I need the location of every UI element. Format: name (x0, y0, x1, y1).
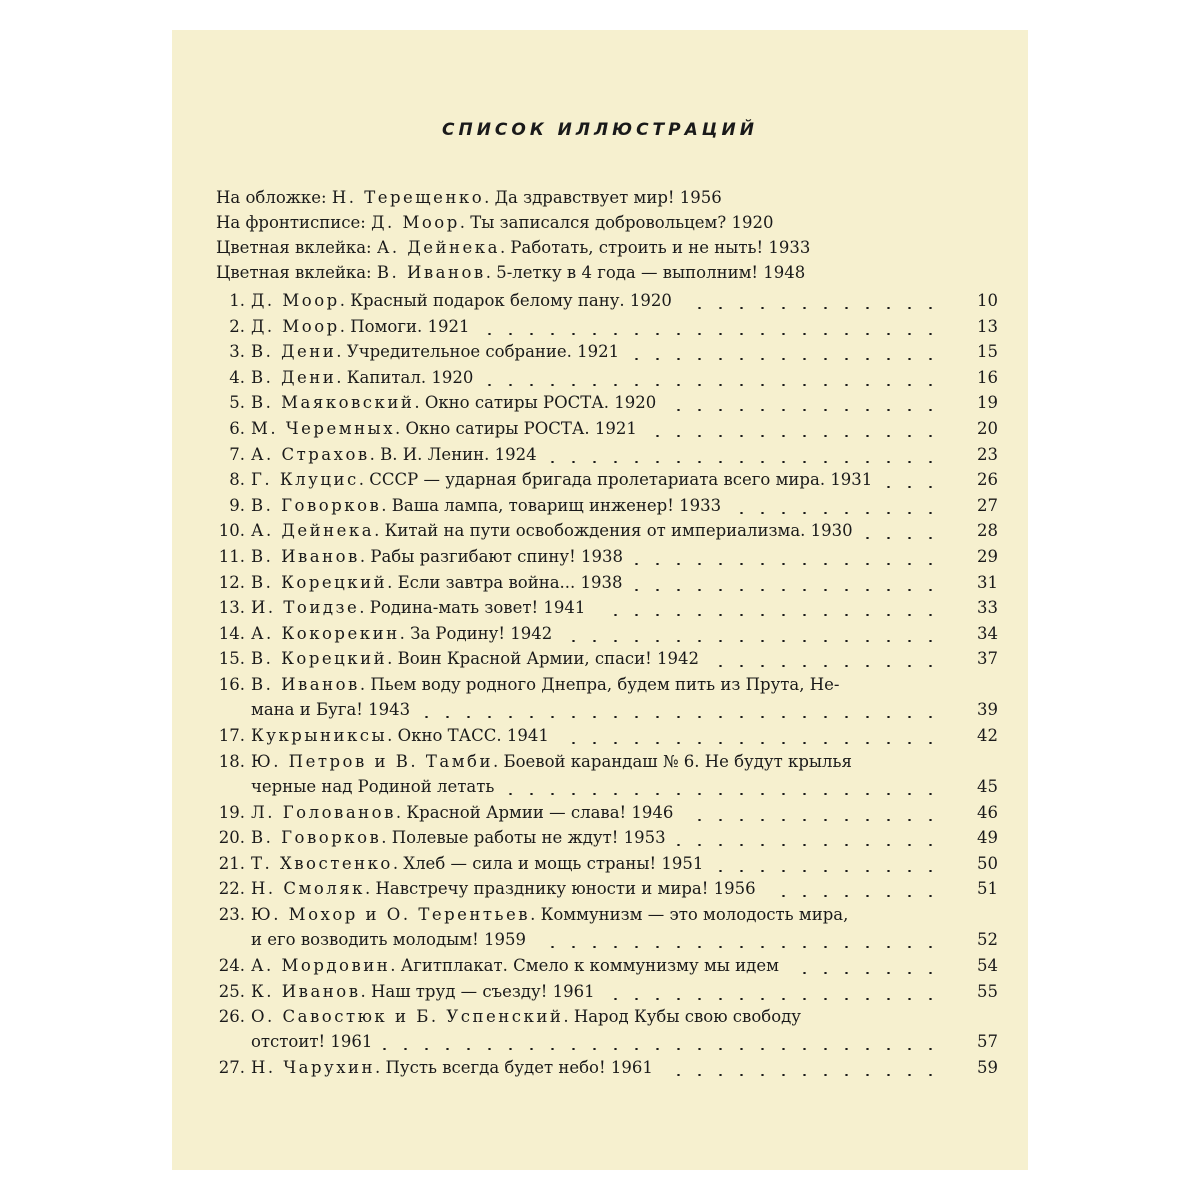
entry-title: . Навстречу празднику юности и мира! 1956 (364, 879, 756, 899)
page-number: 52 (977, 930, 998, 949)
entry-title: . Пьем воду родного Днепра, будем пить из Прута, Не- (359, 675, 840, 694)
entry-number: 24. (218, 956, 245, 975)
entry-number: 1. (229, 291, 245, 310)
entry-body (251, 518, 941, 543)
front-matter-line (216, 235, 810, 260)
entry-body (251, 876, 941, 901)
page-title: СПИСОК ИЛЛЮСТРАЦИЙ (441, 120, 758, 140)
entry-text (251, 570, 623, 595)
list-entry (172, 800, 1028, 825)
front-matter-author: Д. Моор (371, 213, 460, 232)
list-entry (172, 672, 1028, 722)
entry-line (251, 697, 941, 722)
entry-line (251, 1055, 941, 1080)
entry-author: Т. Хвостенко (251, 853, 393, 873)
entry-title: . Пусть всегда будет небо! 1961 (375, 1058, 653, 1078)
entry-text (251, 672, 839, 697)
entry-line (251, 800, 941, 825)
entry-author: А. Кокорекин (251, 623, 400, 643)
page-number: 15 (977, 342, 998, 362)
page-number: 34 (977, 623, 998, 643)
entry-number: 25. (218, 981, 245, 1001)
page-number: 59 (977, 1058, 998, 1078)
entry-author: Ю. Петров и В. Тамби (251, 751, 493, 771)
list-entry (172, 1055, 1028, 1080)
dot-leader (789, 972, 941, 974)
list-entry (172, 390, 1028, 415)
page-number: 42 (977, 726, 998, 745)
dot-leader (383, 1048, 941, 1050)
entry-text (251, 1055, 653, 1080)
entry-author: В. Маяковский (251, 393, 415, 413)
entry-number: 26. (218, 1007, 245, 1027)
list-entry (172, 365, 1028, 390)
page-number: 10 (977, 291, 998, 310)
entry-line (251, 442, 941, 467)
entry-title: . Учредительное собрание. 1921 (336, 342, 620, 362)
front-matter-label: Цветная вклейка: (216, 263, 377, 282)
entry-text (251, 825, 666, 850)
entry-text (251, 288, 672, 313)
page-number: 46 (977, 802, 998, 822)
entry-author: Г. Клуцис (251, 470, 359, 490)
list-entry (172, 493, 1028, 518)
entry-text (251, 749, 852, 774)
entry-author: Н. Чарухин (251, 1058, 376, 1078)
entry-text (251, 442, 537, 467)
entry-title: . Хлеб — сила и мощь страны! 1951 (392, 853, 704, 873)
entry-line (251, 1029, 941, 1054)
entry-author: Кукрыниксы (251, 726, 388, 745)
entry-title: . Воин Красной Армии, спаси! 1942 (387, 649, 700, 669)
entry-text (251, 314, 469, 339)
entry-number: 3. (229, 342, 245, 362)
entry-line (251, 646, 941, 671)
entry-line (251, 953, 941, 978)
entry-author: В. Корецкий (251, 649, 388, 669)
dot-leader (684, 819, 941, 821)
front-matter-title: . Ты записался добровольцем? 1920 (459, 213, 774, 232)
entry-number: 2. (229, 316, 245, 336)
entry-body (251, 570, 941, 595)
list-entry (172, 314, 1028, 339)
dot-leader (663, 1074, 941, 1076)
front-matter-label: Цветная вклейка: (216, 238, 377, 257)
entry-author: И. Тоидзе (251, 598, 360, 618)
entry-body (251, 339, 941, 364)
entry-title: . Капитал. 1920 (336, 367, 474, 387)
book-page (172, 30, 1028, 1170)
entry-body (251, 595, 941, 620)
dot-leader (480, 333, 941, 335)
entry-body (251, 365, 941, 390)
page-number: 28 (977, 521, 998, 541)
entry-text (251, 953, 779, 978)
entry-body (251, 723, 941, 748)
entry-text (251, 876, 756, 901)
page-number: 16 (977, 367, 998, 387)
page-number: 50 (977, 853, 998, 873)
list-entry (172, 979, 1028, 1004)
entry-number: 14. (218, 623, 245, 643)
entry-title: . Китай на пути освобождения от империализма. 1930 (374, 521, 853, 541)
list-entry (172, 621, 1028, 646)
entry-title: . Рабы разгибают спину! 1938 (359, 547, 623, 566)
entry-line (251, 544, 941, 569)
entry-author: В. Иванов (251, 675, 360, 694)
front-matter-title: . Работать, строить и не ныть! 1933 (499, 238, 811, 257)
list-entry (172, 570, 1028, 595)
page-number: 20 (977, 419, 998, 438)
entry-author: В. Говорков (251, 495, 382, 515)
entry-title: . Помоги. 1921 (339, 316, 470, 336)
entry-body (251, 1055, 941, 1080)
front-matter-title: . Да здравствует мир! 1956 (484, 188, 722, 207)
entry-author: О. Савостюк и Б. Успенский (251, 1007, 564, 1027)
list-entry (172, 544, 1028, 569)
entry-text (251, 467, 872, 492)
list-entry (172, 876, 1028, 901)
entry-text: отстоит! 1961 (251, 1032, 373, 1052)
entry-text (251, 902, 848, 927)
list-entry (172, 749, 1028, 799)
entry-title: . Если завтра война... 1938 (387, 572, 623, 592)
entry-line (251, 851, 941, 876)
dot-leader (676, 844, 941, 846)
entry-author: Н. Смоляк (251, 879, 365, 899)
entry-number: 21. (218, 853, 245, 873)
entry-line (251, 749, 941, 774)
dot-leader (714, 870, 941, 872)
entry-author: В. Корецкий (251, 572, 388, 592)
list-entry (172, 646, 1028, 671)
entry-body (251, 749, 941, 799)
dot-leader (732, 512, 941, 514)
dot-leader (633, 563, 941, 565)
entry-title: . Красный подарок белому пану. 1920 (339, 291, 672, 310)
page-number: 19 (977, 393, 998, 413)
entry-body (251, 851, 941, 876)
front-matter-line (216, 210, 773, 235)
entry-title: . Окно ТАСС. 1941 (387, 726, 549, 745)
entry-number: 4. (229, 367, 245, 387)
entry-text (251, 979, 595, 1004)
entry-body (251, 825, 941, 850)
entry-author: В. Говорков (251, 828, 382, 848)
dot-leader (605, 998, 941, 1000)
entry-body (251, 544, 941, 569)
dot-leader (547, 461, 941, 463)
entry-body (251, 314, 941, 339)
entry-text (251, 390, 656, 415)
page-number: 45 (977, 776, 998, 796)
list-entry (172, 467, 1028, 492)
list-entry (172, 518, 1028, 543)
entry-author: В. Дени (251, 342, 337, 362)
entry-body (251, 953, 941, 978)
dot-leader (682, 307, 941, 309)
page-number: 55 (977, 981, 998, 1001)
dot-leader (710, 665, 941, 667)
entry-title: . Боевой карандаш № 6. Не будут крылья (492, 751, 852, 771)
entry-line (251, 339, 941, 364)
entry-number: 11. (218, 547, 245, 566)
entry-text (251, 621, 552, 646)
entry-text (251, 851, 703, 876)
entry-line (251, 416, 941, 441)
front-matter-label: На обложке: (216, 188, 332, 207)
page-number: 51 (977, 879, 998, 899)
entry-body (251, 467, 941, 492)
front-matter-line (216, 260, 805, 285)
entry-line (251, 595, 941, 620)
entry-author: Л. Голованов (251, 802, 396, 822)
entry-line (251, 876, 941, 901)
entry-title: . За Родину! 1942 (399, 623, 553, 643)
page-number: 13 (977, 316, 998, 336)
entry-number: 27. (218, 1058, 245, 1078)
entry-title: . В. И. Ленин. 1924 (369, 444, 537, 464)
front-matter-label: На фронтисписе: (216, 213, 372, 232)
page-number: 31 (977, 572, 998, 592)
entry-author: В. Иванов (251, 547, 360, 566)
entry-number: 12. (218, 572, 245, 592)
entry-number: 16. (218, 675, 245, 694)
entry-number: 9. (229, 495, 245, 515)
list-entry (172, 902, 1028, 952)
entry-text: мана и Буга! 1943 (251, 700, 411, 719)
entry-title: . Народ Кубы свою свободу (563, 1007, 802, 1027)
entry-line (251, 979, 941, 1004)
entry-number: 6. (229, 419, 245, 438)
page-number: 57 (977, 1032, 998, 1052)
entry-line (251, 1004, 941, 1029)
entry-title: . Полевые работы не ждут! 1953 (381, 828, 666, 848)
entry-text (251, 544, 623, 569)
front-matter-title: . 5-летку в 4 года — выполним! 1948 (485, 263, 806, 282)
entry-line (251, 493, 941, 518)
list-entry (172, 1004, 1028, 1054)
list-entry (172, 825, 1028, 850)
entry-number: 17. (218, 726, 245, 745)
entry-text (251, 518, 853, 543)
list-entry (172, 442, 1028, 467)
entry-body (251, 800, 941, 825)
entry-text (251, 493, 721, 518)
entry-number: 22. (218, 879, 245, 899)
entry-title: . Агитплакат. Смело к коммунизму мы идем (390, 956, 779, 975)
entry-author: Д. Моор (251, 291, 340, 310)
page-number: 23 (977, 444, 998, 464)
entry-text (251, 800, 673, 825)
entry-body (251, 390, 941, 415)
list-entry (172, 851, 1028, 876)
dot-leader (563, 640, 941, 642)
list-entry (172, 595, 1028, 620)
entry-line (251, 825, 941, 850)
entry-line (251, 314, 941, 339)
list-entry (172, 953, 1028, 978)
dot-leader (863, 537, 941, 539)
entry-title: . Окно сатиры РОСТА. 1920 (414, 393, 657, 413)
entry-text (251, 646, 699, 671)
entry-number: 5. (229, 393, 245, 413)
dot-leader (883, 486, 941, 488)
front-matter-author: Н. Терещенко (331, 188, 485, 207)
front-matter-author: А. Дейнека (376, 238, 500, 257)
entry-number: 7. (229, 444, 245, 464)
entry-body (251, 621, 941, 646)
entry-text: черные над Родиной летать (251, 776, 495, 796)
dot-leader (559, 742, 941, 744)
entry-author: Ю. Мохор и О. Терентьев (251, 905, 531, 924)
entry-line (251, 927, 941, 952)
entry-line (251, 672, 941, 697)
page-number: 54 (977, 956, 998, 975)
entry-title: . Родина-мать зовет! 1941 (359, 598, 586, 618)
entry-line (251, 518, 941, 543)
page-number: 33 (977, 598, 998, 618)
page-number: 26 (977, 470, 998, 490)
entry-body (251, 902, 941, 952)
entry-number: 20. (218, 828, 245, 848)
list-entry (172, 723, 1028, 748)
list-entry (172, 339, 1028, 364)
entry-line (251, 365, 941, 390)
entry-number: 19. (218, 802, 245, 822)
entry-title: . Окно сатиры РОСТА. 1921 (395, 419, 637, 438)
dot-leader (766, 895, 941, 897)
entry-text (251, 416, 637, 441)
entry-text (251, 1004, 801, 1029)
entry-body (251, 1004, 941, 1054)
page-number: 39 (977, 700, 998, 719)
entry-number: 15. (218, 649, 245, 669)
entry-author: М. Черемных (251, 419, 395, 438)
entry-title: . Наш труд — съезду! 1961 (360, 981, 595, 1001)
page-number: 49 (977, 828, 998, 848)
page-number: 37 (977, 649, 998, 669)
entry-author: А. Страхов (251, 444, 370, 464)
entry-author: Д. Моор (251, 316, 340, 336)
entry-number: 18. (218, 751, 245, 771)
entry-body (251, 493, 941, 518)
page-number: 29 (977, 547, 998, 566)
entry-number: 10. (218, 521, 245, 541)
entry-line (251, 774, 941, 799)
entry-body (251, 416, 941, 441)
entry-number: 8. (229, 470, 245, 490)
entry-number: 23. (218, 905, 245, 924)
entry-number: 13. (218, 598, 245, 618)
dot-leader (596, 614, 941, 616)
entry-line (251, 902, 941, 927)
entry-text (251, 339, 619, 364)
dot-leader (536, 946, 941, 948)
dot-leader (505, 793, 941, 795)
entry-line (251, 723, 941, 748)
entry-line (251, 621, 941, 646)
entry-line (251, 390, 941, 415)
dot-leader (630, 358, 941, 360)
dot-leader (647, 435, 941, 437)
dot-leader (484, 384, 941, 386)
entry-line (251, 570, 941, 595)
list-entry (172, 288, 1028, 313)
entry-body (251, 979, 941, 1004)
entry-body (251, 442, 941, 467)
entry-title: . СССР — ударная бригада пролетариата всего мира. 1931 (358, 470, 873, 490)
dot-leader (633, 589, 941, 591)
dot-leader (667, 409, 941, 411)
entry-text (251, 365, 473, 390)
dot-leader (421, 716, 941, 718)
entry-line (251, 288, 941, 313)
entry-body (251, 288, 941, 313)
front-matter-author: В. Иванов (376, 263, 486, 282)
entry-author: А. Дейнека (251, 521, 375, 541)
entry-author: К. Иванов (251, 981, 361, 1001)
entry-line (251, 467, 941, 492)
entry-body (251, 672, 941, 722)
entry-text (251, 595, 585, 620)
entry-text (251, 723, 549, 748)
entry-text: и его возводить молодым! 1959 (251, 930, 526, 949)
entry-author: А. Мордовин (251, 956, 391, 975)
list-entry (172, 416, 1028, 441)
front-matter-line (216, 185, 722, 210)
page-number: 27 (977, 495, 998, 515)
entry-author: В. Дени (251, 367, 337, 387)
entry-title: . Ваша лампа, товарищ инженер! 1933 (381, 495, 722, 515)
entry-body (251, 646, 941, 671)
entry-title: . Коммунизм — это молодость мира, (530, 905, 849, 924)
entry-title: . Красной Армии — слава! 1946 (395, 802, 674, 822)
